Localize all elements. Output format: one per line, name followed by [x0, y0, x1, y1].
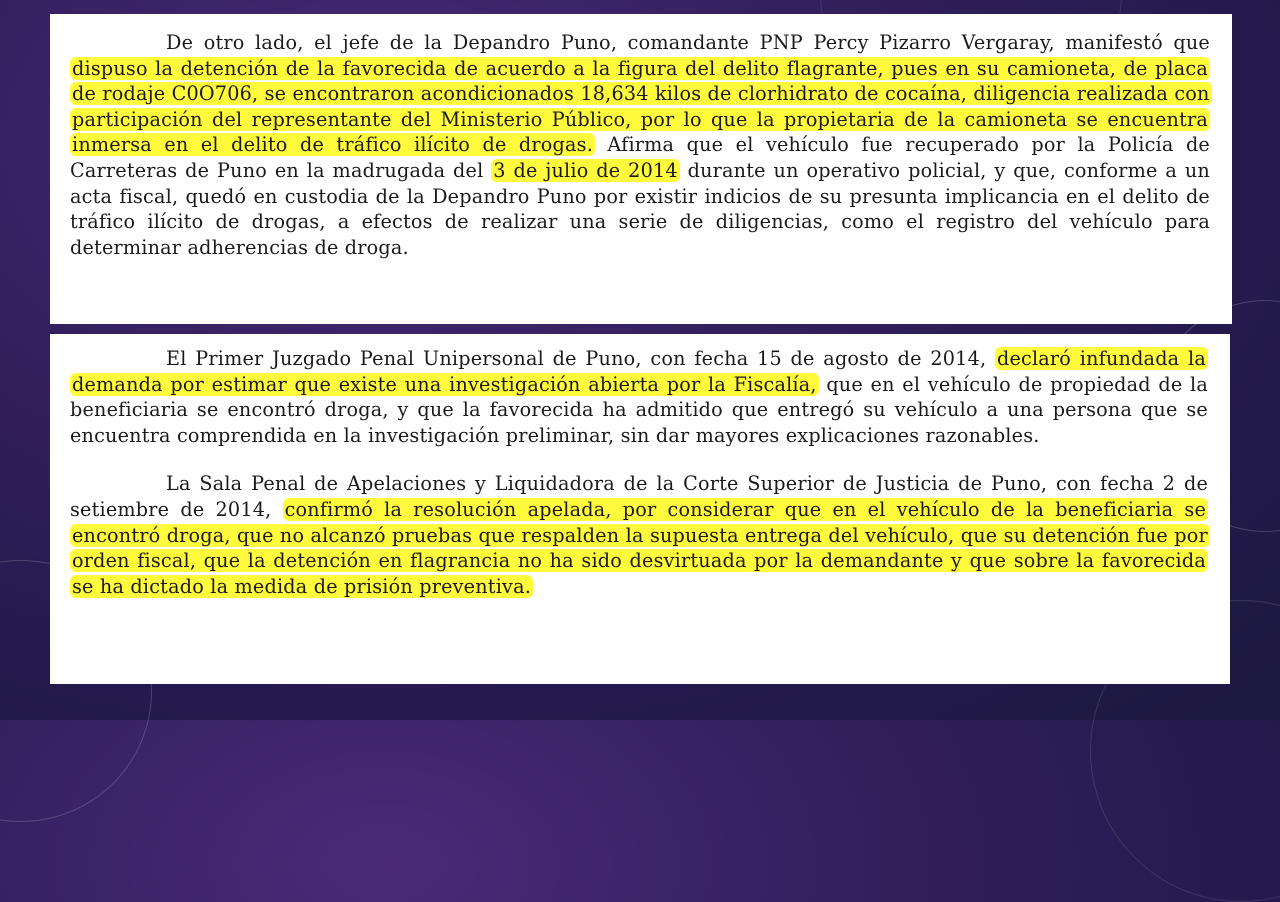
document-excerpt-top — [50, 14, 1232, 324]
text-run: De otro lado, el jefe de la Depandro Puno, comandante PNP Percy Pizarro Vergaray, manifestó que — [166, 31, 1210, 54]
highlighted-text: dispuso la detención de la favorecida de acuerdo a la figura del delito flagrante, pues en su camioneta, de placa de rodaje C0O706, se encontraron acondicionados 18,634 kilos de clorhidrato de cocaína, diligencia realizada con participación del representante del Ministerio Público, por lo que la propietaria de la camioneta se encuentra inmersa en el delito de tráfico ilícito de drogas. — [72, 56, 1210, 157]
paragraph-depandro-statement — [70, 30, 1210, 260]
text-run: que en el vehículo de propiedad de la beneficiaria se encontró droga, y que la favorecida ha admitido que entregó su vehículo a una persona que se encuentra comprendida en la investigación preliminar, sin dar mayores explicaciones razonables. — [70, 372, 1208, 447]
document-excerpt-bottom — [50, 334, 1230, 684]
paragraph-sala-penal — [70, 471, 1208, 599]
text-run: durante un operativo policial, y que, conforme a un acta fiscal, quedó en custodia de la Depandro Puno por existir indicios de su presunta implicancia en el delito de tráfico ilícito de drogas, a efectos de realizar una serie de diligencias, como el registro del vehículo para determinar adherencias de droga. — [70, 158, 1210, 259]
paragraph-primer-juzgado — [70, 346, 1208, 448]
text-run: El Primer Juzgado Penal Unipersonal de Puno, con fecha 15 de agosto de 2014, — [166, 347, 995, 370]
highlighted-date: 3 de julio de 2014 — [493, 158, 678, 182]
text-run: La Sala Penal de Apelaciones y Liquidadora de la Corte Superior de Justicia de Puno, con fecha 2 de setiembre de 2014, — [70, 472, 1208, 521]
highlighted-text: confirmó la resolución apelada, por considerar que en el vehículo de la beneficiaria se encontró droga, que no alcanzó pruebas que respalden la supuesta entrega del vehículo, que su detención fue por orden fiscal, que la detención en flagrancia no ha sido desvirtuada por la demandante y que sobre la favorecida se ha dictado la medida de prisión preventiva. — [72, 497, 1208, 598]
text-run: Afirma que el vehículo fue recuperado por la Policía de Carreteras de Puno en la madrugada del — [70, 133, 1210, 182]
highlighted-text: declaró infundada la demanda por estimar que existe una investigación abierta por la Fiscalía, — [72, 347, 1206, 396]
